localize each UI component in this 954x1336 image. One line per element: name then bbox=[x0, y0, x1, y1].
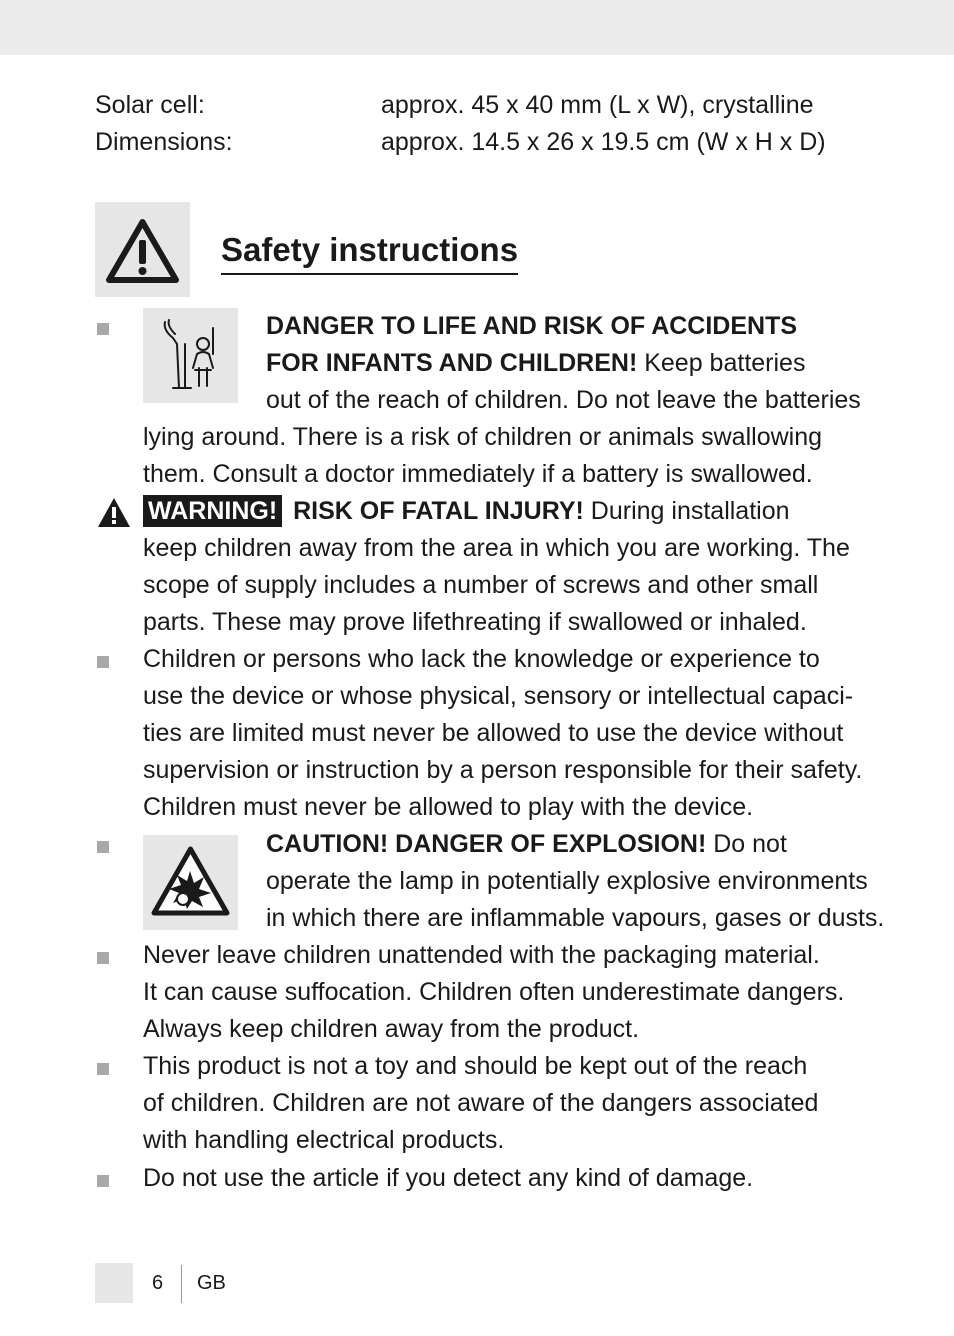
page-number: 6 bbox=[152, 1272, 164, 1294]
footer-divider bbox=[181, 1265, 182, 1303]
item1-line4: lying around. There is a risk of children or animals swallowing bbox=[143, 423, 823, 451]
item6-line2: of children. Children are not aware of the dangers associated bbox=[143, 1089, 819, 1117]
item1-line2-bold: FOR INFANTS AND CHILDREN! bbox=[266, 349, 638, 377]
item3-line2: use the device or whose physical, sensory or intellectual capaci- bbox=[143, 682, 854, 710]
explosion-hazard-icon bbox=[143, 835, 238, 930]
warning-triangle-icon bbox=[96, 496, 132, 529]
item6-line1: This product is not a toy and should be kept out of the reach bbox=[143, 1052, 808, 1080]
spec-label: Solar cell: bbox=[95, 91, 205, 119]
bullet bbox=[97, 841, 109, 853]
item7-line1: Do not use the article if you detect any kind of damage. bbox=[143, 1164, 754, 1192]
footer-marker bbox=[95, 1263, 133, 1303]
item4-line2: operate the lamp in potentially explosive environments bbox=[266, 867, 868, 895]
language-code: GB bbox=[197, 1272, 226, 1294]
item2-line2: keep children away from the area in which you are working. The bbox=[143, 534, 850, 562]
spec-label: Dimensions: bbox=[95, 128, 233, 156]
item4-line1 bbox=[266, 826, 787, 863]
item5-line2: It can cause suffocation. Children often underestimate dangers. bbox=[143, 978, 845, 1006]
item2-line3: scope of supply includes a number of screws and other small bbox=[143, 571, 819, 599]
item1-line2 bbox=[266, 345, 805, 382]
item5-line3: Always keep children away from the product. bbox=[143, 1015, 640, 1043]
section-title: Safety instructions bbox=[221, 228, 518, 275]
item2-line4: parts. These may prove lifethreating if swallowed or inhaled. bbox=[143, 608, 807, 636]
bullet bbox=[97, 952, 109, 964]
item2-line1-rest: During installation bbox=[583, 497, 790, 525]
bullet bbox=[97, 1175, 109, 1187]
warning-label: WARNING! bbox=[143, 495, 282, 527]
bullet bbox=[97, 323, 109, 335]
item2-line1-bold: RISK OF FATAL INJURY! bbox=[286, 497, 584, 525]
item3-line3: ties are limited must never be allowed to use the device without bbox=[143, 719, 844, 747]
item1-line1: DANGER TO LIFE AND RISK OF ACCIDENTS bbox=[266, 312, 798, 340]
child-hazard-icon bbox=[143, 308, 238, 403]
bullet bbox=[97, 1063, 109, 1075]
item1-line5: them. Consult a doctor immediately if a battery is swallowed. bbox=[143, 460, 813, 488]
item5-line1: Never leave children unattended with the packaging material. bbox=[143, 941, 820, 969]
item1-line2-rest: Keep batteries bbox=[637, 349, 806, 377]
top-band bbox=[0, 0, 954, 55]
bullet bbox=[97, 656, 109, 668]
spec-value: approx. 45 x 40 mm (L x W), crystalline bbox=[381, 91, 814, 119]
item2-line1 bbox=[143, 493, 790, 530]
warning-triangle-icon bbox=[95, 202, 190, 297]
item3-line4: supervision or instruction by a person responsible for their safety. bbox=[143, 756, 863, 784]
item4-line1-rest: Do not bbox=[706, 830, 787, 858]
item6-line3: with handling electrical products. bbox=[143, 1126, 505, 1154]
item3-line1: Children or persons who lack the knowledge or experience to bbox=[143, 645, 820, 673]
item1-line3: out of the reach of children. Do not leave the batteries bbox=[266, 386, 861, 414]
spec-value: approx. 14.5 x 26 x 19.5 cm (W x H x D) bbox=[381, 128, 826, 156]
item4-line3: in which there are inflammable vapours, gases or dusts. bbox=[266, 904, 885, 932]
item3-line5: Children must never be allowed to play with the device. bbox=[143, 793, 754, 821]
item4-line1-bold: CAUTION! DANGER OF EXPLOSION! bbox=[266, 830, 707, 858]
